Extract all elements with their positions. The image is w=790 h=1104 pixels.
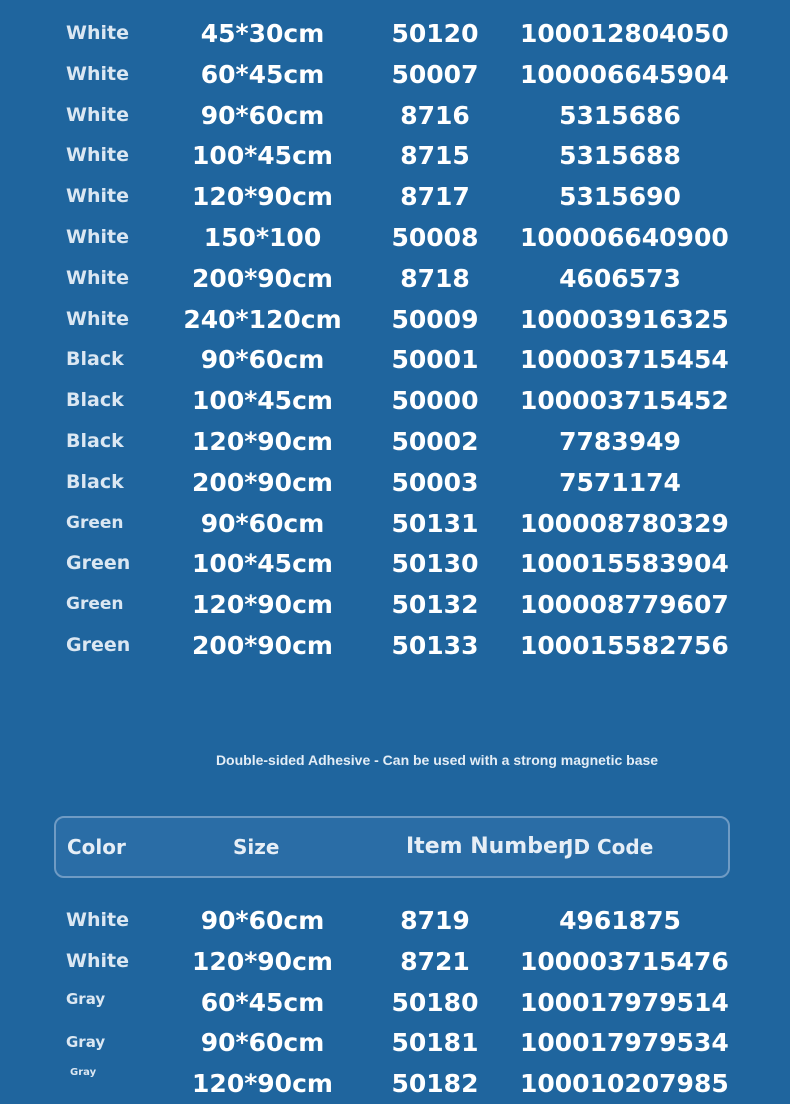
size-cell: 120*90cm: [192, 182, 333, 211]
item-number-cell: 50120: [391, 19, 479, 48]
item-number-cell: 50180: [391, 988, 479, 1017]
size-cell: 100*45cm: [192, 141, 333, 170]
item-number-cell: 50008: [391, 223, 479, 252]
jd-code-cell: 4606573: [559, 264, 681, 293]
size-cell: 200*90cm: [192, 264, 333, 293]
jd-code-cell: 100015582756: [520, 631, 729, 660]
size-cell: 90*60cm: [200, 345, 325, 374]
table-row: [0, 584, 790, 625]
item-number-cell: 8718: [400, 264, 470, 293]
size-cell: 120*90cm: [192, 1069, 333, 1098]
size-cell: 60*45cm: [200, 988, 325, 1017]
jd-code-cell: 100006645904: [520, 60, 729, 89]
table-row: [0, 982, 790, 1023]
table-row: [0, 339, 790, 380]
color-cell: White: [66, 185, 129, 207]
header-item-number: Item Number: [406, 834, 569, 859]
header-size: Size: [233, 835, 280, 859]
jd-code-cell: 100008779607: [520, 590, 729, 619]
table-row: [0, 1063, 790, 1104]
size-cell: 120*90cm: [192, 947, 333, 976]
table-row: [0, 54, 790, 95]
jd-code-cell: 100012804050: [520, 19, 729, 48]
size-cell: 90*60cm: [200, 101, 325, 130]
table-row: [0, 217, 790, 258]
size-cell: 120*90cm: [192, 590, 333, 619]
size-cell: 200*90cm: [192, 631, 333, 660]
jd-code-cell: 100017979534: [520, 1028, 729, 1057]
item-number-cell: 8716: [400, 101, 470, 130]
item-number-cell: 50001: [391, 345, 479, 374]
adhesive-caption: Double-sided Adhesive - Can be used with a strong magnetic base: [215, 752, 659, 768]
jd-code-cell: 4961875: [559, 906, 681, 935]
table-row: [0, 941, 790, 982]
table-row: [0, 380, 790, 421]
item-number-cell: 8717: [400, 182, 470, 211]
jd-code-cell: 100017979514: [520, 988, 729, 1017]
size-cell: 120*90cm: [192, 427, 333, 456]
item-number-cell: 50007: [391, 60, 479, 89]
color-cell: White: [66, 226, 129, 248]
table-row: [0, 503, 790, 544]
color-cell: Green: [66, 513, 124, 533]
item-number-cell: 50009: [391, 305, 479, 334]
item-number-cell: 50181: [391, 1028, 479, 1057]
table-row: [0, 900, 790, 941]
item-number-cell: 50002: [391, 427, 479, 456]
color-cell: Gray: [70, 1067, 97, 1078]
color-cell: Green: [66, 552, 131, 574]
jd-code-cell: 100003715454: [520, 345, 729, 374]
color-cell: White: [66, 104, 129, 126]
jd-code-cell: 100003715476: [520, 947, 729, 976]
color-cell: White: [66, 144, 129, 166]
size-cell: 100*45cm: [192, 549, 333, 578]
item-number-cell: 50132: [391, 590, 479, 619]
jd-code-cell: 100015583904: [520, 549, 729, 578]
header-jd-code: JD Code: [566, 835, 654, 859]
item-number-cell: 8721: [400, 947, 470, 976]
table-row: [0, 421, 790, 462]
color-cell: Green: [66, 634, 131, 656]
size-cell: 240*120cm: [183, 305, 342, 334]
color-cell: Black: [66, 348, 124, 370]
item-number-cell: 50182: [391, 1069, 479, 1098]
color-cell: White: [66, 909, 129, 931]
color-cell: Black: [66, 471, 124, 493]
item-number-cell: 50133: [391, 631, 479, 660]
size-cell: 60*45cm: [200, 60, 325, 89]
item-number-cell: 50003: [391, 468, 479, 497]
color-cell: White: [66, 950, 129, 972]
jd-code-cell: 100010207985: [520, 1069, 729, 1098]
jd-code-cell: 7783949: [559, 427, 681, 456]
size-cell: 200*90cm: [192, 468, 333, 497]
color-cell: Green: [66, 594, 124, 614]
item-number-cell: 50130: [391, 549, 479, 578]
size-cell: 150*100: [203, 223, 322, 252]
table-row: [0, 543, 790, 584]
table-row: [0, 299, 790, 340]
size-cell: 90*60cm: [200, 906, 325, 935]
table-row: [0, 462, 790, 503]
size-cell: 90*60cm: [200, 1028, 325, 1057]
size-cell: 100*45cm: [192, 386, 333, 415]
item-number-cell: 50000: [391, 386, 479, 415]
jd-code-cell: 100006640900: [520, 223, 729, 252]
jd-code-cell: 5315686: [559, 101, 681, 130]
jd-code-cell: 100003916325: [520, 305, 729, 334]
color-cell: Black: [66, 389, 124, 411]
color-cell: White: [66, 22, 129, 44]
color-cell: Black: [66, 430, 124, 452]
color-cell: White: [66, 63, 129, 85]
item-number-cell: 8719: [400, 906, 470, 935]
item-number-cell: 50131: [391, 509, 479, 538]
jd-code-cell: 7571174: [559, 468, 681, 497]
table-row: [0, 13, 790, 54]
color-cell: Gray: [66, 1033, 106, 1051]
table-row: [0, 135, 790, 176]
header-color: Color: [67, 835, 126, 859]
color-cell: Gray: [66, 990, 106, 1008]
table-row: [0, 625, 790, 666]
size-cell: 90*60cm: [200, 509, 325, 538]
table-row: [0, 1022, 790, 1063]
color-cell: White: [66, 267, 129, 289]
jd-code-cell: 5315690: [559, 182, 681, 211]
size-cell: 45*30cm: [200, 19, 325, 48]
table-row: [0, 176, 790, 217]
table-row: [0, 258, 790, 299]
item-number-cell: 8715: [400, 141, 470, 170]
jd-code-cell: 5315688: [559, 141, 681, 170]
color-cell: White: [66, 308, 129, 330]
table-row: [0, 95, 790, 136]
table-header: [54, 816, 730, 878]
jd-code-cell: 100008780329: [520, 509, 729, 538]
jd-code-cell: 100003715452: [520, 386, 729, 415]
